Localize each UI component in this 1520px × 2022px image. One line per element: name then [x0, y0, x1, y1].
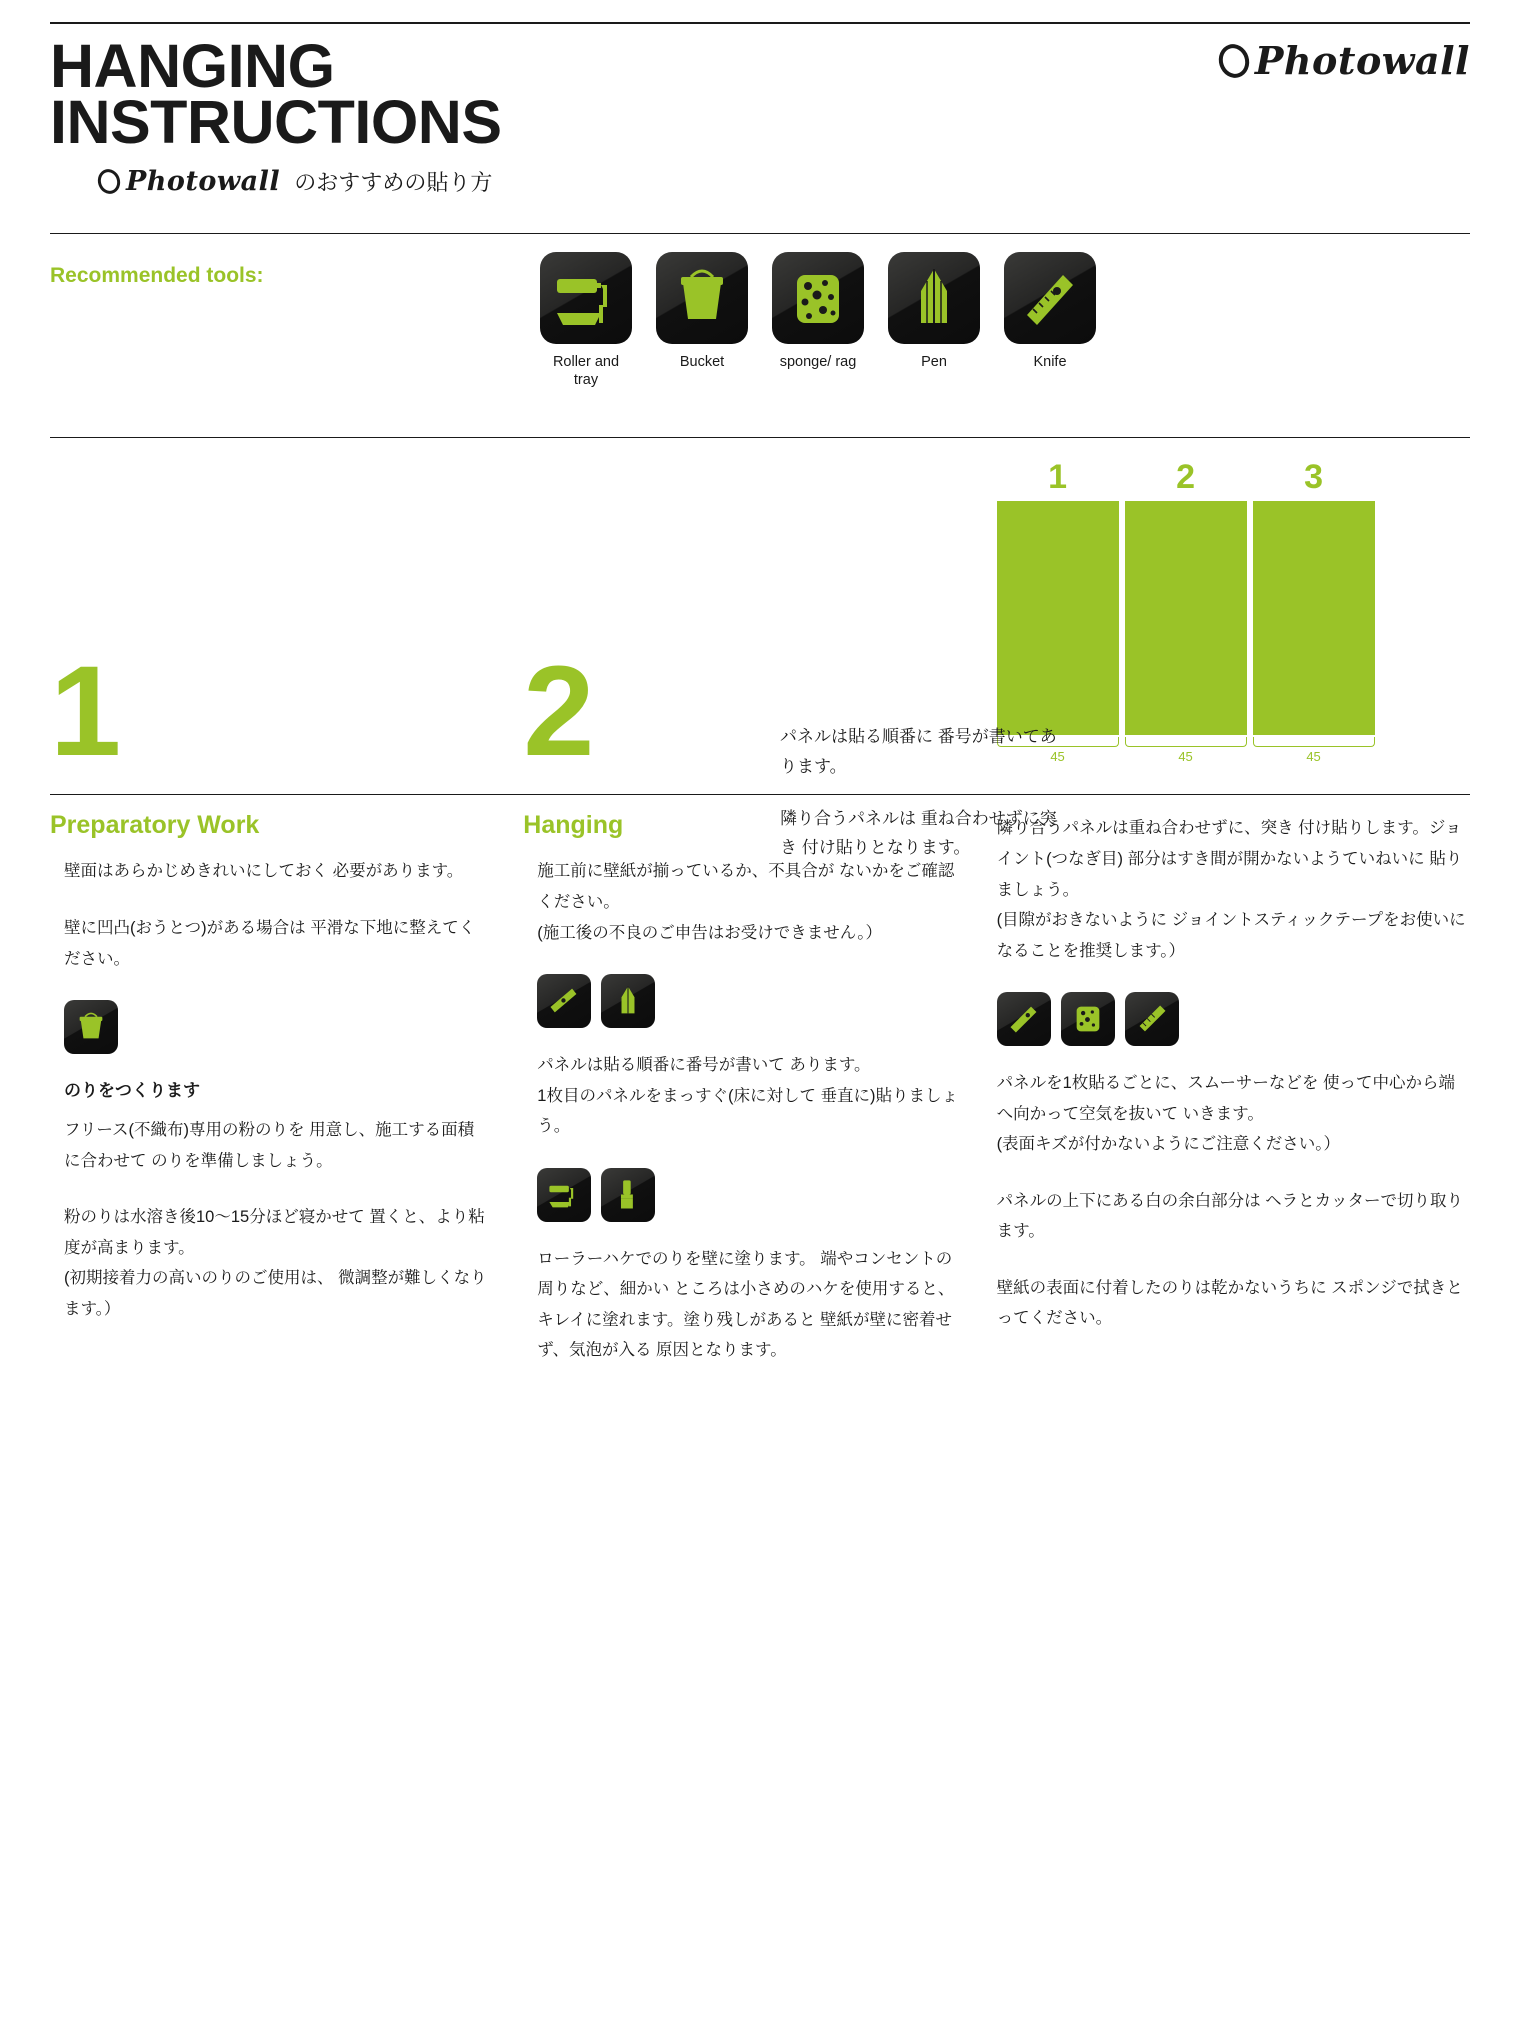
knife-icon — [997, 992, 1051, 1046]
tool-bucket — [656, 252, 748, 389]
column2-text-3 — [523, 1244, 962, 1366]
measure-brace-icon — [1253, 737, 1375, 747]
paragraph: 壁に凹凸(おうとつ)がある場合は 平滑な下地に整えてください。 — [64, 918, 476, 968]
photowall-logo-main — [1219, 38, 1470, 83]
column2-text-2 — [523, 1050, 962, 1142]
knife-icon — [1004, 252, 1096, 344]
step-number-2: 2 — [523, 640, 595, 784]
measure-brace-icon — [1125, 737, 1247, 747]
bucket-icon — [656, 252, 748, 344]
brush-icon — [601, 1168, 655, 1222]
page-title-line1: HANGING — [50, 32, 335, 100]
panel-note-2: 隣り合うパネルは 重ね合わせずに突き 付け貼りとなります。 — [780, 808, 1057, 858]
paragraph: ローラーハケでのりを壁に塗ります。 端やコンセントの周りなど、細かい ところは小さめのハケを使用すると、 キレイに塗れます。塗り残しがあると 壁紙が壁に密着せず、気泡が入る 原因となります。 — [537, 1249, 955, 1360]
page-title-line2: INSTRUCTIONS — [50, 88, 502, 157]
paragraph: 粉のりは水溶き後10〜15分ほど寝かせて 置くと、より粘度が高まります。 — [64, 1208, 485, 1257]
subtitle-japanese: のおすすめの貼り方 — [294, 170, 493, 196]
logo-wordmark: Photowall — [126, 166, 281, 198]
column-preparatory-work — [50, 811, 523, 1391]
column2-icons-1 — [537, 974, 962, 1028]
tool-caption: Pen — [921, 354, 947, 371]
brand-logo-area — [1219, 38, 1470, 83]
paragraph: パネルを1枚貼るごとに、スムーサーなどを 使って中心から端へ向かって空気を抜いて いきます。 — [996, 1074, 1455, 1123]
logo-ring-icon — [1214, 40, 1253, 82]
column3-text-1 — [997, 811, 1470, 966]
tool-knife — [1004, 252, 1096, 389]
photowall-logo-small — [98, 166, 280, 197]
column2-icons-2 — [537, 1168, 962, 1222]
panel-number: 1 — [1048, 458, 1068, 497]
wall-panel — [1253, 501, 1375, 735]
column-joints-and-finishing — [997, 811, 1470, 1391]
paint-roller-and-tray-icon — [540, 252, 632, 344]
tools-items — [540, 252, 1096, 389]
panel-row — [997, 501, 1470, 735]
panel-width-label: 45 — [1050, 749, 1065, 765]
paragraph: (施工後の不良のご申告はお受けできません。） — [537, 923, 883, 942]
panel-number: 3 — [1304, 458, 1324, 497]
panel-diagram-notes — [780, 722, 1060, 885]
tool-caption: Bucket — [679, 354, 725, 371]
section-heading-preparatory: Preparatory Work — [50, 811, 260, 840]
paragraph: (初期接着力の高いのりのご使用は、 微調整が難しくなります。） — [64, 1269, 487, 1318]
step-1-number-col — [50, 438, 523, 784]
body-columns — [50, 811, 1470, 1391]
column-hanging — [523, 811, 996, 1391]
tool-sponge-rag — [772, 252, 864, 389]
wall-panel — [1125, 501, 1247, 735]
tool-caption: Roller and tray — [552, 354, 620, 389]
column1-text-2 — [64, 1115, 489, 1324]
paragraph: 隣り合うパネルは重ね合わせずに、突き 付け貼りします。ジョイント(つなぎ目) 部分はすき間が開かないようていねいに 貼りましょう。 — [996, 819, 1463, 899]
document-page — [0, 22, 1520, 2022]
recommended-tools-section — [50, 233, 1470, 389]
column1-body — [50, 1076, 489, 1324]
paragraph: 壁紙の表面に付着したのりは乾かないうちに スポンジで拭きとってください。 — [996, 1278, 1463, 1328]
panel-diagram — [997, 458, 1470, 764]
panel-width-label: 45 — [1178, 749, 1193, 765]
bucket-icon — [64, 1000, 118, 1054]
level-icon — [537, 974, 591, 1028]
sponge-rag-icon — [772, 252, 864, 344]
logo-ring-icon — [95, 166, 124, 197]
paragraph: 施工前に壁紙が揃っているか、不具合が ないかをご確認ください。 — [537, 862, 955, 911]
body-divider — [50, 794, 1470, 795]
column3-text-2 — [997, 1068, 1470, 1334]
tools-row — [50, 234, 1470, 389]
smoother-icon — [1125, 992, 1179, 1046]
panel-measure-row — [997, 737, 1470, 764]
paragraph: パネルの上下にある白の余白部分は ヘラとカッターで切り取ります。 — [996, 1191, 1463, 1241]
tool-caption: Knife — [1033, 354, 1067, 371]
section-heading-hanging: Hanging — [523, 811, 624, 840]
tool-pen — [888, 252, 980, 389]
sponge-rag-icon — [1061, 992, 1115, 1046]
tool-caption: sponge/ rag — [779, 354, 857, 371]
panel-number-row — [997, 458, 1470, 497]
paragraph: 壁面はあらかじめきれいにしておく 必要があります。 — [64, 862, 464, 881]
wall-panel — [997, 501, 1119, 735]
paint-roller-and-tray-icon — [537, 1168, 591, 1222]
tool-roller-and-tray — [540, 252, 632, 389]
step-number-1: 1 — [50, 640, 122, 784]
logo-wordmark: Photowall — [1254, 38, 1470, 83]
paragraph: (表面キズが付かないようにご注意ください。） — [996, 1135, 1340, 1154]
tools-label: Recommended tools: — [50, 264, 264, 288]
pen-icon — [601, 974, 655, 1028]
subtitle-row — [50, 166, 502, 197]
steps-row — [50, 438, 1470, 784]
pen-icon — [888, 252, 980, 344]
panel-number: 2 — [1176, 458, 1196, 497]
column1-icons — [64, 1000, 489, 1054]
panel-measure — [1253, 737, 1375, 764]
panel-measure — [1125, 737, 1247, 764]
panel-note-1: パネルは貼る順番に 番号が書いてあります。 — [780, 727, 1057, 776]
paragraph: (目隙がおきないように ジョイントスティックテープをお使いに なることを推奨します。） — [996, 911, 1466, 960]
title-block — [50, 32, 502, 198]
paragraph: 1枚目のパネルをまっすぐ(床に対して 垂直に)貼りましょう。 — [537, 1086, 959, 1136]
document-header — [50, 24, 1470, 197]
column1-subheading: のりをつくります — [64, 1081, 200, 1101]
panel-diagram-col — [997, 438, 1470, 776]
column1-text — [50, 856, 489, 974]
column3-icons — [997, 992, 1470, 1046]
paragraph: フリース(不織布)専用の粉のりを 用意し、施工する面積に合わせて のりを準備しましょう。 — [64, 1121, 475, 1170]
paragraph: パネルは貼る順番に番号が書いて あります。 — [537, 1056, 871, 1075]
panel-width-label: 45 — [1306, 749, 1321, 765]
